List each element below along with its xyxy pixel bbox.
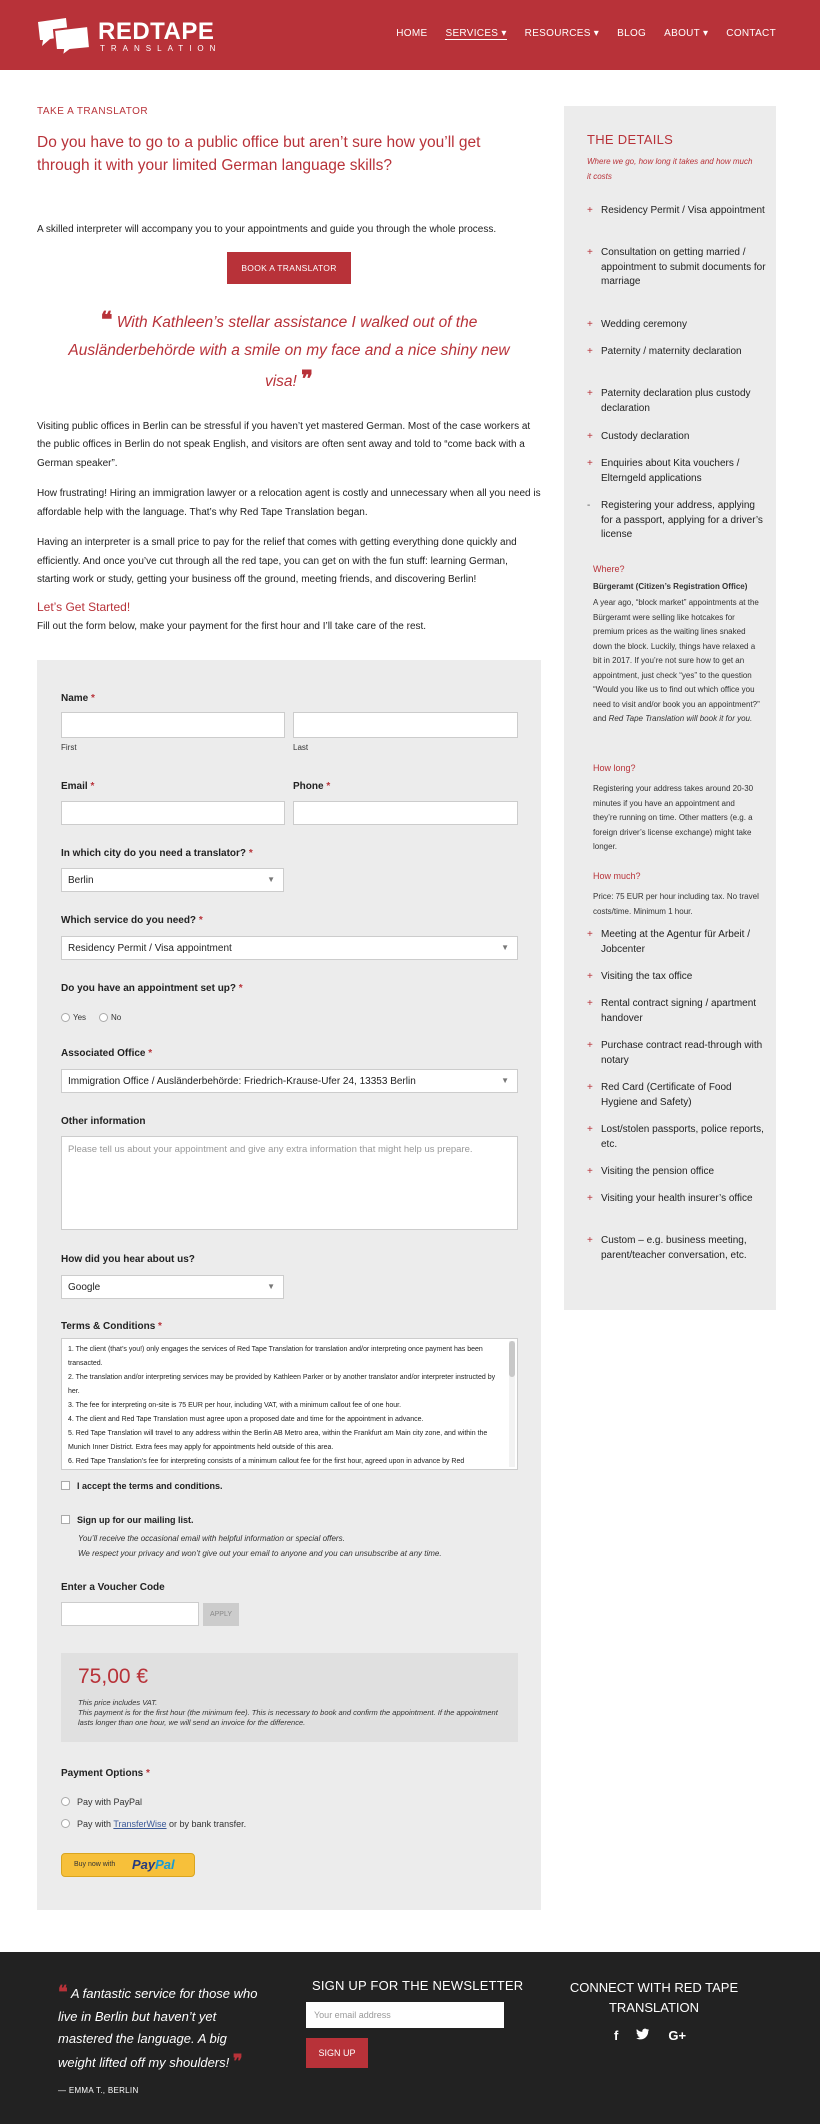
nav-about[interactable]: ABOUT ▾ [664,28,709,39]
pay-paypal-radio[interactable] [61,1797,70,1806]
price-amount: 75,00 € [78,1665,149,1688]
site-header [0,0,820,70]
voucher-label: Enter a Voucher Code [61,1582,165,1593]
twitter-icon[interactable] [636,2028,650,2041]
page-kicker: TAKE A TRANSLATOR [37,106,149,117]
quote-close-icon: ❞ [301,365,314,392]
office-select[interactable]: Immigration Office / Ausländerbehörde: Friedrich-Krause-Ufer 24, 13353 Berlin ▼ [61,1069,518,1093]
nav-resources[interactable]: RESOURCES ▾ [524,28,600,39]
last-sublabel: Last [293,743,309,752]
list-item: + Enquiries about Kita vouchers / Elterngeld applications [587,458,740,484]
list-item: + Consultation on getting married / appointment to submit documents for marriage [587,247,766,287]
payment-options-label: Payment Options * [61,1768,150,1779]
terms-label: Terms & Conditions * [61,1321,162,1332]
mailing-note-2: We respect your privacy and won’t give out your email to anyone and you can unsubscribe at any time. [78,1549,442,1558]
hear-about-select[interactable]: Google ▼ [61,1275,284,1299]
price-note: This payment is for the first hour (the minimum fee). This is necessary to book and confirm the appointment. If the appointment lasts longer than one hour, we will send an invoice for the difference. [78,1708,498,1727]
pay-transferwise-radio[interactable] [61,1819,70,1828]
list-item-dash: - Registering your address, applying for a passport, applying for a driver’s license [587,500,763,540]
paragraph-3: Having an interpreter is a small price to pay for the relief that comes with getting everything done quickly and efficiently. And once you’ve cut through all the red tape, you can get on with the fun stuff: learning German, starting work or study, getting your business off the ground, meeting friends, and discovering Berlin! [37,537,517,585]
list-item: + Residency Permit / Visa appointment [587,205,765,216]
newsletter-signup-button[interactable]: SIGN UP [306,2038,368,2068]
chevron-down-icon: ▼ [267,875,275,884]
service-select[interactable]: Residency Permit / Visa appointment ▼ [61,936,518,960]
intro-text: A skilled interpreter will accompany you to your appointments and guide you through the whole process. [37,224,497,235]
paragraph-2: How frustrating! Hiring an immigration lawyer or a relocation agent is costly and unnecessary when all you need is affordable help with the language. That’s why Red Tape Translation began. [37,488,541,518]
terms-clause: 5. Red Tape Translation will travel to any address within the Berlin AB Metro area, within the Frankfurt am Main city zone, and within the Munich Inner District. Extra fees may apply for appointments held outside of this area. [68,1430,488,1451]
transferwise-link[interactable]: TransferWise [113,1819,167,1829]
list-item: + Red Card (Certificate of Food Hygiene and Safety) [587,1082,732,1108]
first-sublabel: First [61,743,77,752]
chevron-down-icon: ▼ [267,1282,275,1291]
sidebar-title: THE DETAILS [587,132,674,147]
pay-paypal-label: Pay with PayPal [77,1797,143,1807]
newsletter-email-input[interactable]: Your email address [306,2002,504,2028]
nav-contact[interactable]: CONTACT [726,28,776,39]
voucher-input[interactable] [61,1602,199,1626]
site-logo[interactable] [36,14,226,54]
mailing-note-1: You’ll receive the occasional email with helpful information or special offers. [78,1534,345,1543]
quote-close-icon: ❞ [232,2050,243,2072]
mailing-list-label: Sign up for our mailing list. [77,1515,194,1525]
terms-clause: 4. The client and Red Tape Translation must agree upon a proposed date and time for the appointment in advance. [68,1416,424,1423]
chevron-down-icon: ▼ [501,943,509,952]
city-label: In which city do you need a translator? * [61,848,253,859]
email-field[interactable] [61,801,285,825]
how-much-text: Price: 75 EUR per hour including tax. No travel costs/time. Minimum 1 hour. [593,892,759,916]
price-vat-note: This price includes VAT. [78,1698,158,1707]
where-text: A year ago, “block market” appointments at the Bürgeramt were selling like hotcakes for premium prices as the waiting lines snaked down the block. Luckily, things have relaxed a bit in 2017. If you’re not sure how to get an appointment, just check “yes” to the question “Would you like us to find out which office you need to visit and/or book you an appointment?” and Red Tape Translation will book it for you. [593,598,760,723]
hear-about-label: How did you hear about us? [61,1254,195,1265]
accept-terms-label: I accept the terms and conditions. [77,1481,223,1491]
terms-clause: 2. The translation and/or interpreting services may be provided by Kathleen Parker or by another translator and/or interpreter instructed by her. [68,1374,496,1395]
chevron-down-icon: ▼ [501,1076,509,1085]
paypal-logo: PayPal [132,1857,175,1872]
paypal-buy-now-button[interactable]: Buy now with PayPal [61,1853,195,1877]
list-item: + Visiting the tax office [587,971,693,982]
how-long-heading: How long? [593,763,636,773]
connect-title: CONNECT WITH RED TAPE TRANSLATION [569,1980,739,2015]
terms-clause: 1. The client (that’s you!) only engages the services of Red Tape Translation for translation and/or interpreting once payment has been transacted. [68,1346,483,1367]
service-label: Which service do you need? * [61,915,203,926]
appointment-no-radio[interactable] [99,1013,108,1022]
page-lead: Do you have to go to a public office but aren’t sure how you’ll get through it with your limited German language skills? [37,134,481,174]
paragraph-1: Visiting public offices in Berlin can be stressful if you haven’t yet mastered German. Most of the case workers at the public offices in Berlin do not speak English, and visitors are often sent away and told to “come back with a German speaker”. [37,420,531,469]
nav-blog[interactable]: BLOG [617,28,647,39]
google-plus-icon[interactable]: G+ [668,2028,687,2043]
name-label: Name * [61,693,95,704]
main-nav [396,28,776,40]
appointment-no-label: No [111,1013,122,1022]
mailing-list-checkbox[interactable] [61,1515,70,1524]
first-name-input[interactable] [61,712,285,738]
footer-attribution: — EMMA T., BERLIN [58,2086,139,2095]
city-select[interactable]: Berlin ▼ [61,868,284,892]
testimonial-quote: ❝ With Kathleen’s stellar assistance I walked out of the Ausländerbehörde with a smile on my face and a nice shiny new visa! ❞ [68,306,510,392]
other-info-label: Other information [61,1116,146,1127]
list-item: + Wedding ceremony [587,319,687,330]
list-item: + Paternity declaration plus custody declaration [587,388,751,414]
appointment-yes-radio[interactable] [61,1013,70,1022]
office-label: Associated Office * [61,1048,153,1059]
list-item: + Paternity / maternity declaration [587,346,742,357]
footer-testimonial: ❝ A fantastic service for those who live in Berlin but haven’t yet mastered the language. A big weight lifted off my shoulders! ❞ [58,1982,258,2072]
last-name-input[interactable] [293,712,518,738]
accept-terms-checkbox[interactable] [61,1481,70,1490]
appointment-label: Do you have an appointment set up? * [61,983,243,994]
get-started-heading: Let’s Get Started! [37,599,131,614]
apply-voucher-button[interactable]: APPLY [203,1603,239,1626]
quote-open-icon: ❝ [58,1982,68,2003]
phone-field[interactable] [293,801,518,825]
appointment-yes-label: Yes [73,1013,87,1022]
details-sidebar [564,106,776,1310]
list-item: + Custody declaration [587,431,690,442]
nav-services[interactable]: SERVICES ▾ [445,28,507,39]
nav-home[interactable]: HOME [396,28,428,39]
get-started-text: Fill out the form below, make your payment for the first hour and I’ll take care of the rest. [37,620,427,632]
brand-name: REDTAPE [98,18,215,45]
other-info-textarea[interactable]: Please tell us about your appointment and give any extra information that might help us prepare. [61,1136,518,1230]
where-office: Bürgeramt (Citizen’s Registration Office) [593,582,748,591]
facebook-icon[interactable]: f [614,2028,619,2043]
brand-tagline: TRANSLATION [100,44,222,53]
email-label: Email * [61,781,95,792]
terms-clause: 6. Red Tape Translation’s fee for interpreting consists of a minimum callout fee for the first hour, agreed upon in advance by Red [68,1458,465,1465]
site-footer [0,1952,820,2124]
phone-label: Phone * [293,781,331,792]
terms-box[interactable] [61,1338,518,1470]
quote-open-icon: ❝ [100,306,113,333]
list-item: + Visiting your health insurer’s office [587,1193,753,1204]
how-much-heading: How much? [593,871,641,881]
list-item: + Lost/stolen passports, police reports, etc. [587,1124,764,1150]
pay-transferwise-label: Pay with TransferWise or by bank transfer. [77,1819,247,1829]
social-links [614,2028,686,2043]
list-item: + Meeting at the Agentur für Arbeit / Jobcenter [587,929,750,955]
list-item: + Rental contract signing / apartment handover [587,998,757,1024]
book-translator-button[interactable]: BOOK A TRANSLATOR [227,252,350,284]
list-item: + Custom – e.g. business meeting, parent/teacher conversation, etc. [587,1235,747,1261]
sidebar-subtitle: Where we go, how long it takes and how much it costs [587,157,753,181]
where-heading: Where? [593,564,625,574]
list-item: + Purchase contract read-through with notary [587,1040,763,1066]
logo-speech-bubbles-icon [36,14,92,58]
terms-clause: 3. The fee for interpreting on-site is 75 EUR per hour, including VAT, with a minimum callout fee of one hour. [68,1402,402,1409]
price-box [61,1653,518,1742]
how-long-text: Registering your address takes around 20-30 minutes if you have an appointment and they’re running on time. Other matters (e.g. a foreign driver’s license exchange) might take longer. [593,784,754,851]
booking-form [37,660,541,1910]
newsletter-title: SIGN UP FOR THE NEWSLETTER [312,1978,524,1993]
list-item: + Visiting the pension office [587,1166,715,1177]
terms-scrollbar[interactable] [509,1341,515,1467]
main-content [37,106,541,636]
